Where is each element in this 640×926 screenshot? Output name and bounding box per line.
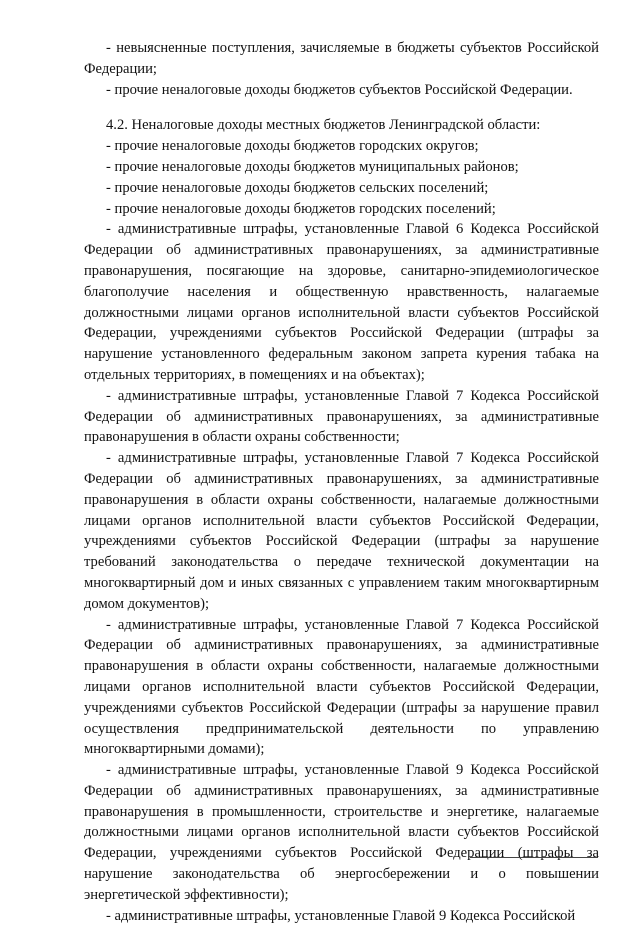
paragraph-city-districts: - прочие неналоговые доходы бюджетов городских округов;	[106, 138, 479, 155]
paragraph-fines-chapter-9-energy: - административные штрафы, установленные Главой 9 Кодекса Российской Федерации об административных правонарушениях, за административные правонарушения в промышленности, строительстве и энергетике, налагаемые должностными лицами органов исполнительной власти субъектов Российской Федерации, учреждениями субъектов Российской Федерации (штрафы за нарушение законодательства об энергосбережении и о повышении энергетической эффективности);	[84, 762, 599, 903]
paragraph-fines-chapter-6: - административные штрафы, установленные Главой 6 Кодекса Российской Федерации об административных правонарушениях, за административные правонарушения, посягающие на здоровье, санитарно-эпидемиологическое благополучие населения и общественную нравственность, налагаемые должностными лицами органов исполнительной власти субъектов Российской Федерации, учреждениями субъектов Российской Федерации (штрафы за нарушение установленного федеральным законом запрета курения табака на отдельных территориях, в помещениях и на объектах);	[84, 221, 599, 383]
paragraph-other-nontax-regional: - прочие неналоговые доходы бюджетов субъектов Российской Федерации.	[106, 81, 573, 98]
paragraph-fines-chapter-7-documentation: - административные штрафы, установленные Главой 7 Кодекса Российской Федерации об административных правонарушениях, за административные правонарушения в области охраны собственности, налагаемые должностными лицами органов исполнительной власти субъектов Российской Федерации, учреждениями субъектов Российской Федерации (штрафы за нарушение требований законодательства о передаче технической документации на многоквартирный дом и иных связанных с управлением таким многоквартирным домом документов);	[84, 450, 599, 612]
paragraph-fines-chapter-7-management: - административные штрафы, установленные Главой 7 Кодекса Российской Федерации об административных правонарушениях, за административные правонарушения в области охраны собственности, налагаемые должностными лицами органов исполнительной власти субъектов Российской Федерации, учреждениями субъектов Российской Федерации (штрафы за нарушение правил осуществления предпринимательской деятельности по управлению многоквартирными домами);	[84, 616, 599, 758]
paragraph-unidentified-receipts: - невыясненные поступления, зачисляемые в бюджеты субъектов Российской Федерации;	[84, 40, 599, 77]
paragraph-municipal-districts: - прочие неналоговые доходы бюджетов муниципальных районов;	[106, 158, 519, 175]
section-heading: 4.2. Неналоговые доходы местных бюджетов Ленинградской области:	[106, 117, 541, 134]
paragraph-rural-settlements: - прочие неналоговые доходы бюджетов сельских поселений;	[106, 179, 489, 196]
paragraph-fines-chapter-9-continued: - административные штрафы, установленные Главой 9 Кодекса Российской	[106, 907, 576, 924]
paragraph-fines-chapter-7-property: - административные штрафы, установленные Главой 7 Кодекса Российской Федерации об административных правонарушениях, за административные правонарушения в области охраны собственности;	[84, 387, 599, 446]
document-page	[84, 38, 599, 926]
footer-rule	[470, 857, 598, 858]
paragraph-urban-settlements: - прочие неналоговые доходы бюджетов городских поселений;	[106, 200, 496, 217]
